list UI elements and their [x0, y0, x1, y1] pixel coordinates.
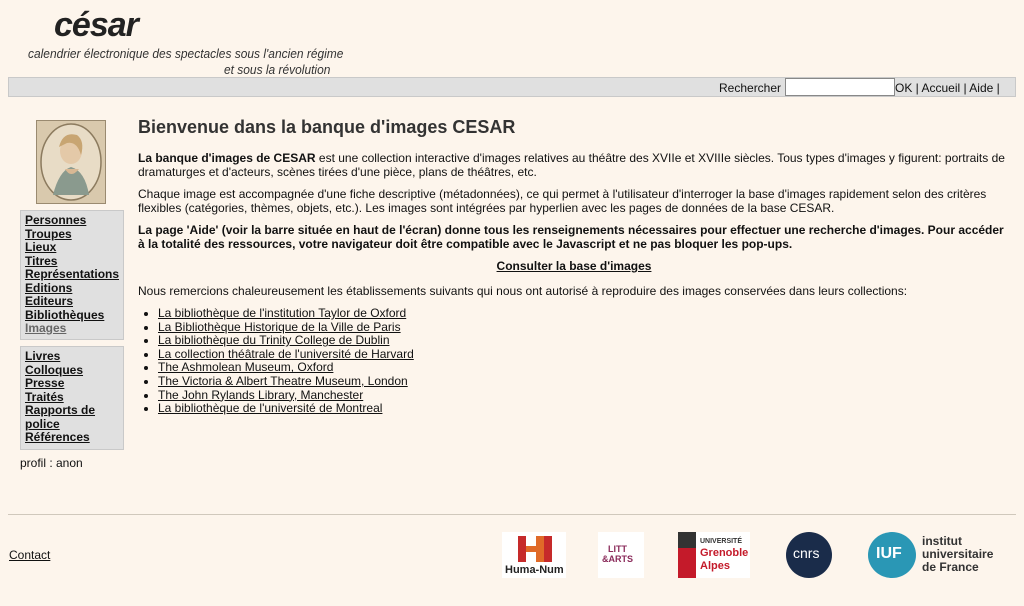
search-links — [895, 81, 1000, 95]
library-link[interactable]: La bibliothèque de l'institution Taylor de Oxford — [158, 306, 407, 320]
intro-paragraph — [138, 152, 1010, 179]
ok-button[interactable]: OK — [895, 81, 913, 95]
sidebar-nav-primary — [20, 210, 124, 340]
sidebar-item-colloques[interactable]: Colloques — [25, 362, 84, 377]
list-item — [158, 334, 1010, 348]
portrait-image — [36, 120, 106, 204]
profile-status: profil : anon — [20, 456, 83, 470]
footer-divider — [8, 514, 1016, 515]
library-link[interactable]: La Bibliothèque Historique de la Ville de Paris — [158, 319, 401, 334]
sidebar-item-editions[interactable]: Editions — [25, 280, 73, 295]
sidebar-item-rapports-de-police[interactable]: Rapports de police — [25, 403, 96, 431]
library-link[interactable]: La bibliothèque de l'université de Montreal — [158, 401, 383, 416]
sidebar-item-presse[interactable]: Presse — [25, 376, 65, 390]
search-label: Rechercher — [719, 81, 782, 95]
arts-label: &ARTS — [602, 554, 633, 564]
list-item — [158, 321, 1010, 335]
cnrs-logo[interactable] — [786, 532, 832, 578]
sidebar-item-lieux[interactable]: Lieux — [25, 240, 57, 254]
sidebar-item-personnes[interactable]: Personnes — [25, 213, 87, 227]
contact-link[interactable]: Contact — [9, 548, 51, 562]
aide-link[interactable]: Aide — [969, 81, 994, 95]
humanum-label: Huma-Num — [505, 564, 564, 576]
site-logo-subtitle-1: calendrier électronique des spectacles sous l'ancien régime — [28, 46, 344, 61]
iuf-mark-label: IUF — [876, 545, 902, 562]
iuf-line-2: universitaire — [922, 547, 994, 561]
sidebar-item-troupes[interactable]: Troupes — [25, 226, 72, 241]
litt-arts-logo[interactable] — [598, 532, 644, 578]
separator: | — [960, 81, 970, 95]
humanum-logo[interactable] — [502, 532, 566, 578]
search-toolbar — [8, 77, 1016, 97]
sidebar-item-titres[interactable]: Titres — [25, 253, 58, 268]
iuf-line-1: institut — [922, 534, 962, 548]
list-item — [158, 307, 1010, 321]
list-item — [158, 361, 1010, 375]
library-link[interactable]: The Victoria & Albert Theatre Museum, London — [158, 373, 408, 388]
iuf-logo[interactable] — [868, 532, 916, 578]
iuf-text — [922, 535, 993, 574]
uga-label-3: Alpes — [700, 560, 730, 572]
site-header — [0, 0, 1024, 80]
separator: | — [912, 81, 922, 95]
accueil-link[interactable]: Accueil — [921, 81, 961, 95]
library-link[interactable]: The John Rylands Library, Manchester — [158, 387, 364, 402]
list-item — [158, 402, 1010, 416]
library-link[interactable]: The Ashmolean Museum, Oxford — [158, 360, 334, 375]
consult-wrapper — [138, 260, 1010, 274]
uga-mark-icon — [678, 532, 696, 578]
sidebar-item-images[interactable]: Images — [25, 321, 67, 335]
sidebar-item-bibliotheques[interactable]: Bibliothèques — [25, 307, 105, 322]
sidebar-item-references[interactable]: Références — [25, 430, 90, 444]
page-title: Bienvenue dans la banque d'images CESAR — [138, 117, 516, 137]
site-logo-title[interactable]: césar — [54, 6, 138, 44]
library-link[interactable]: La bibliothèque du Trinity College de Dublin — [158, 333, 390, 348]
uga-logo[interactable] — [678, 532, 750, 578]
thanks-paragraph: Nous remercions chaleureusement les établissements suivants qui nous ont autorisé à reproduire des images conservées dans leurs collections: — [138, 283, 908, 298]
uga-label-1: UNIVERSITÉ — [700, 538, 743, 545]
main-content — [138, 116, 1010, 416]
search-input[interactable] — [785, 78, 895, 96]
list-item — [158, 375, 1010, 389]
sidebar-item-editeurs[interactable]: Editeurs — [25, 294, 74, 308]
litt-label: LITT — [608, 544, 627, 554]
site-logo-subtitle-2: et sous la révolution — [224, 62, 331, 77]
consult-images-link[interactable]: Consulter la base d'images — [496, 259, 652, 273]
sidebar-item-livres[interactable]: Livres — [25, 349, 61, 363]
sidebar-item-traites[interactable]: Traités — [25, 389, 64, 404]
library-list — [138, 307, 1010, 416]
metadata-paragraph: Chaque image est accompagnée d'une fiche descriptive (métadonnées), ce qui permet à l'utilisateur d'interroger la base d'images rapidement selon des critères flexibles (catégories, thèmes, objets, etc.). Les images sont intégrées par hyperlien avec les pages de données de la base CESAR. — [138, 187, 987, 215]
intro-text: est une collection interactive d'images relatives au théâtre des XVIIe et XVIIIe siècles. Tous types d'images y figurent: portraits de dramaturges et d'acteurs, scènes tirées d'une pièce, plans de théâtres, etc. — [138, 151, 1005, 179]
iuf-line-3: de France — [922, 560, 979, 574]
library-link[interactable]: La collection théâtrale de l'université de Harvard — [158, 346, 414, 361]
separator: | — [993, 81, 1000, 95]
list-item — [158, 348, 1010, 362]
intro-bold: La banque d'images de CESAR — [138, 151, 316, 165]
cnrs-label: cnrs — [793, 545, 820, 561]
list-item — [158, 389, 1010, 403]
uga-label-2: Grenoble — [700, 547, 749, 559]
sidebar-nav-secondary — [20, 346, 124, 450]
help-paragraph: La page 'Aide' (voir la barre située en haut de l'écran) donne tous les renseignements nécessaires pour effectuer une recherche d'images. Pour accéder à la totalité des ressources, votre navigateur doit être compatible avec le Javascript et ne pas bloquer les pop-ups. — [138, 223, 1004, 251]
sidebar-item-representations[interactable]: Représentations — [25, 267, 120, 281]
